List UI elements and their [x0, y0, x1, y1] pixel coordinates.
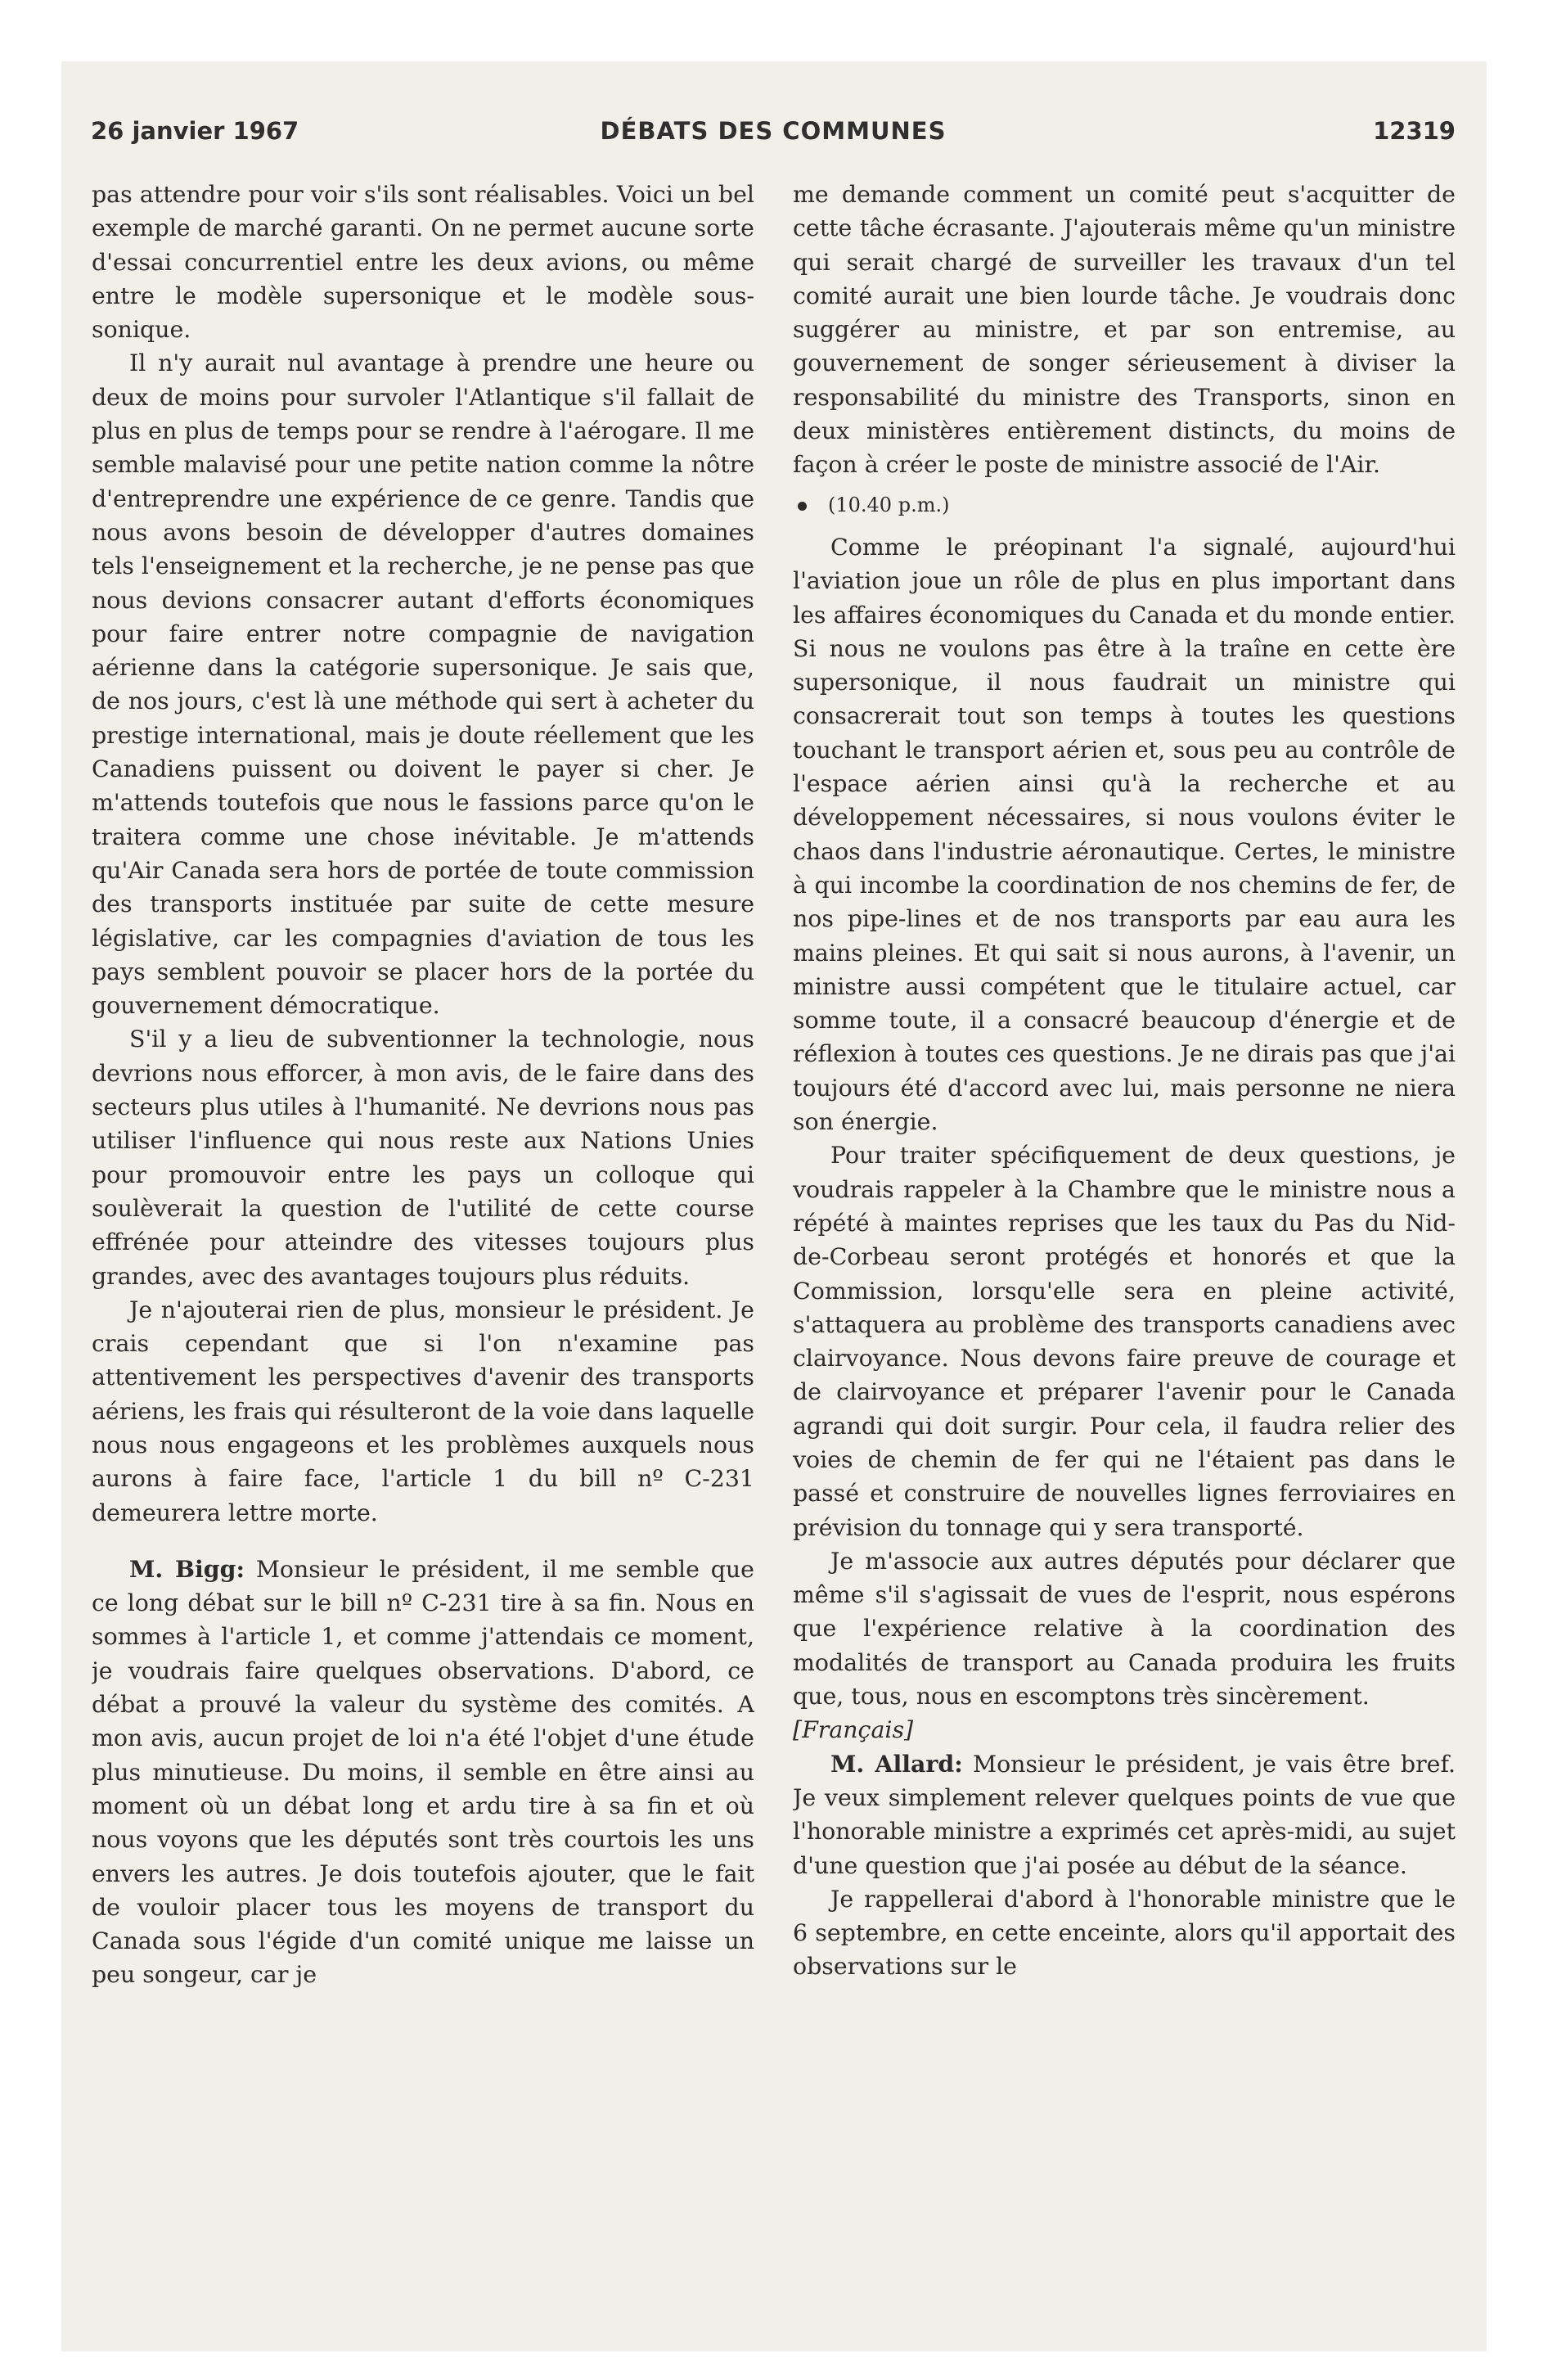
speaker-name: M. Bigg: [129, 1554, 245, 1583]
right-column [793, 178, 1456, 2289]
paragraph: Pour traiter spécifiquement de deux questions, je voudrais rappeler à la Chambre que le ministre nous a répété à maintes reprises que les taux du Pas du Nid-de-Corbeau seront protégés et honorés et que la Commission, lorsqu'elle sera en pleine activité, s'attaquera au problème des transports canadiens avec clairvoyance. Nous devons faire preuve de courage et de clairvoyance et préparer l'avenir pour le Canada agrandi qui doit surgir. Pour cela, il faudra relier des voies de chemin de fer qui ne l'étaient pas dans le passé et construire de nouvelles lignes ferroviaires en prévision du tonnage qui y sera transporté. [793, 1142, 1456, 1541]
time-mark [798, 489, 1456, 522]
left-column [92, 178, 754, 2289]
speech-paragraph [793, 1747, 1456, 1882]
language-tag: [Français] [793, 1716, 914, 1744]
bullet-icon [798, 502, 807, 511]
time-mark-text: (10.40 p.m.) [828, 493, 950, 516]
speech-paragraph [92, 1553, 754, 1992]
header-title: DÉBATS DES COMMUNES [600, 117, 947, 145]
paragraph: Comme le préopinant l'a signalé, aujourd'hui l'aviation joue un rôle de plus en plus important dans les affaires économiques du Canada et du monde entier. Si nous ne voulons pas être à la traîne en cette ère supersonique, il nous faudrait un ministre qui consacrerait tout son temps à toutes les questions touchant le transport aérien et, sous peu au contrôle de l'espace aérien ainsi qu'à la recherche et au développement nécessaires, si nous voulons éviter le chaos dans l'industrie aéronautique. Certes, le ministre à qui incombe la coordination de nos chemins de fer, de nos pipe-lines et de nos transports par eau aura les mains pleines. Et qui sait si nous aurons, à l'avenir, un ministre aussi compétent que le titulaire actuel, car somme toute, il a consacré beaucoup d'énergie et de réflexion à toutes ces questions. Je ne dirais pas que j'ai toujours été d'accord avec lui, mais personne ne niera son énergie. [793, 533, 1456, 1136]
paragraph: Je m'associe aux autres députés pour déclarer que même s'il s'agissait de vues de l'esprit, nous espérons que l'expérience relative à la coordination des modalités de transport au Canada produira les fruits que, tous, nous en escomptons très sincèrement. [793, 1547, 1456, 1711]
speech-text: Monsieur le président, je vais être bref. Je veux simplement relever quelques points de vue que l'honorable ministre a exprimés cet après-midi, au sujet d'une question que j'ai posée au début de la séance. [793, 1750, 1456, 1879]
header-date: 26 janvier 1967 [91, 117, 299, 145]
paragraph: Il n'y aurait nul avantage à prendre une heure ou deux de moins pour survoler l'Atlantique s'il fallait de plus en plus de temps pour se rendre à l'aérogare. Il me semble malavisé pour une petite nation comme la nôtre d'entreprendre une expérience de ce genre. Tandis que nous avons besoin de développer d'autres domaines tels l'enseignement et la recherche, je ne pense pas que nous devions consacrer autant d'efforts économiques pour faire entrer notre compagnie de navigation aérienne dans la catégorie supersonique. Je sais que, de nos jours, c'est là une méthode qui sert à acheter du prestige international, mais je doute réellement que les Canadiens puissent ou doivent le payer si cher. Je m'attends toutefois que nous le fassions parce qu'on le traitera comme une chose inévitable. Je m'attends qu'Air Canada sera hors de portée de toute commission des transports instituée par suite de cette mesure législative, car les compagnies d'aviation de tous les pays semblent pouvoir se placer hors de la portée du gouvernement démocratique. [92, 349, 754, 1020]
speech-text: Monsieur le président, il me semble que ce long débat sur le bill nº C-231 tire à sa fin. Nous en sommes à l'article 1, et comme j'attendais ce moment, je voudrais faire quelques observations. D'abord, ce débat a prouvé la valeur du système des comités. A mon avis, aucun projet de loi n'a été l'objet d'une étude plus minutieuse. Du moins, il semble en être ainsi au moment où un débat long et ardu tire à sa fin et où nous voyons que les députés sont très courtois les uns envers les autres. Je dois toutefois ajouter, que le fait de vouloir placer tous les moyens de transport du Canada sous l'égide d'un comité unique me laisse un peu songeur, car je [92, 1555, 754, 1989]
page-number: 12319 [1373, 117, 1456, 145]
paragraph: S'il y a lieu de subventionner la technologie, nous devrions nous efforcer, à mon avis, de le faire dans des secteurs plus utiles à l'humanité. Ne devrions nous pas utiliser l'influence qui nous reste aux Nations Unies pour promouvoir entre les pays un colloque qui soulèverait la question de l'utilité de cette course effrénée pour atteindre des vitesses toujours plus grandes, avec des avantages toujours plus réduits. [92, 1025, 754, 1290]
paragraph: Je rappellerai d'abord à l'honorable ministre que le 6 septembre, en cette enceinte, alors qu'il apportait des observations sur le [793, 1885, 1456, 1981]
page-header [91, 117, 1456, 155]
speaker-name: M. Allard: [830, 1749, 963, 1778]
paragraph: pas attendre pour voir s'ils sont réalisables. Voici un bel exemple de marché garanti. On ne permet aucune sorte d'essai concurrentiel entre les deux avions, ou même entre le modèle supersonique et le modèle sous-sonique. [92, 181, 754, 344]
page [61, 61, 1487, 2351]
paragraph: Je n'ajouterai rien de plus, monsieur le président. Je crais cependant que si l'on n'examine pas attentivement les perspectives d'avenir des transports aériens, les frais qui résulteront de la voie dans laquelle nous nous engageons et les problèmes auxquels nous aurons à faire face, l'article 1 du bill nº C-231 demeurera lettre morte. [92, 1296, 754, 1526]
paragraph: me demande comment un comité peut s'acquitter de cette tâche écrasante. J'ajouterais même qu'un ministre qui serait chargé de surveiller les travaux d'un tel comité aurait une bien lourde tâche. Je voudrais donc suggérer au ministre, et par son entremise, au gouvernement de songer sérieusement à diviser la responsabilité du ministre des Transports, sinon en deux ministères entièrement distincts, du moins de façon à créer le poste de ministre associé de l'Air. [793, 181, 1456, 479]
